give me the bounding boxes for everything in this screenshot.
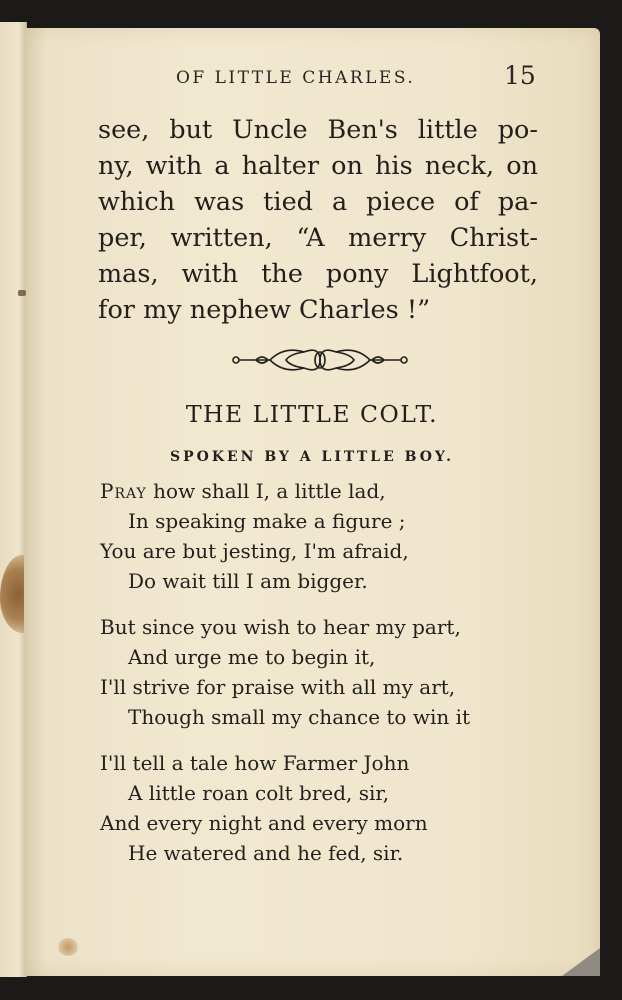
running-head: OF LITTLE CHARLES. [176, 68, 416, 88]
poem-line: You are but jesting, I'm afraid, [100, 539, 409, 563]
prose-line: for my nephew Charles !” [98, 295, 431, 325]
stanza-2 [100, 612, 470, 732]
book-page [24, 28, 600, 976]
prose-line: mas, with the pony Lightfoot, [98, 259, 538, 289]
page-corner-fold [562, 948, 600, 976]
foxing-spot [58, 938, 78, 956]
poem-line: And urge me to begin it, [128, 645, 376, 669]
prose-line: per, written, “A merry Christ- [98, 223, 538, 253]
poem-title: THE LITTLE COLT. [185, 400, 439, 428]
poem-line: I'll strive for praise with all my art, [100, 675, 456, 699]
poem-line: He watered and he fed, sir. [128, 841, 404, 865]
poem-subtitle: SPOKEN BY A LITTLE BOY. [169, 449, 454, 465]
prose-paragraph [98, 112, 538, 328]
poem-line: Though small my chance to win it [128, 705, 471, 729]
drop-word: Pray [100, 479, 147, 503]
poem-line: I'll tell a tale how Farmer John [100, 751, 410, 775]
stanza-3 [100, 748, 428, 868]
poem-line: A little roan colt bred, sir, [128, 781, 390, 805]
poem-line-text: how shall I, a little lad, [146, 479, 386, 503]
poem-line: In speaking make a figure ; [128, 509, 406, 533]
prose-line: see, but Uncle Ben's little po- [98, 115, 538, 145]
binding-mark [18, 290, 26, 296]
page-number: 15 [504, 61, 536, 90]
poem-line: And every night and every morn [100, 811, 428, 835]
prose-line: which was tied a piece of pa- [98, 187, 538, 217]
poem-line: Do wait till I am bigger. [128, 569, 368, 593]
poem-line: But since you wish to hear my part, [100, 615, 461, 639]
stanza-1 [100, 476, 409, 596]
prose-line: ny, with a halter on his neck, on [98, 151, 538, 181]
ornament-divider-icon [230, 340, 410, 380]
left-page-edge [0, 22, 27, 977]
poem-line [100, 476, 409, 506]
